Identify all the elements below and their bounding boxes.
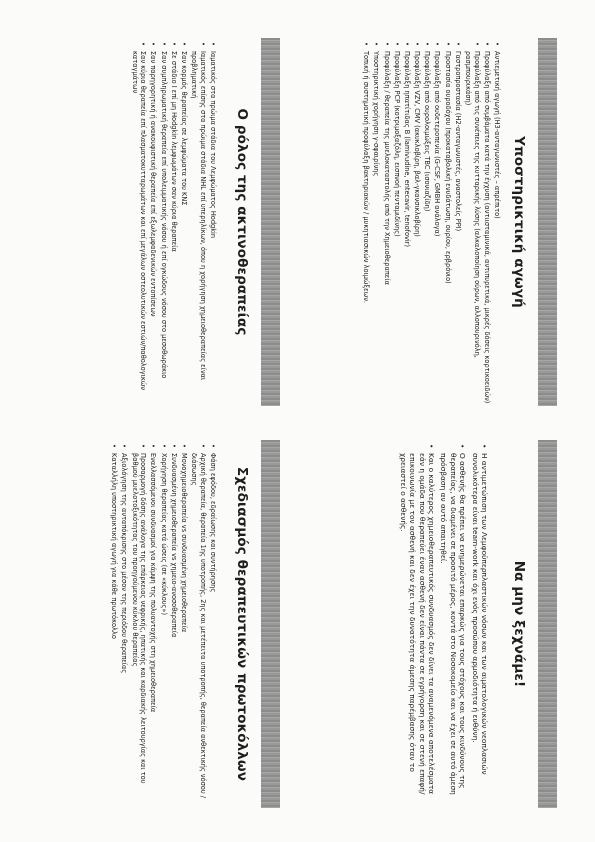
slide-title: Σχεδιασμός θεραπευτικών πρωτοκόλλων xyxy=(234,466,250,782)
slide-supportive-care xyxy=(303,30,569,414)
list-item: • Σε στάδιο I επί μη Hodgkin λεμφωμάτων σαν κύρια θεραπεία xyxy=(169,42,178,404)
list-item: • Η αντιμετώπιση των Λεμφοϋπερπλαστικών νόσων και των αιματολογικών νεοπλασιών συνολικότερα είναι team-work και όχι ενός προσώπου αρμοδιότητα ή ευθύνη. xyxy=(470,444,489,806)
list-item: • Καταλλήλη υποστηρικτική αγωγή για κάθε πρωτόκολλο xyxy=(110,444,119,806)
list-item: • Τοπική ή συστηματική προφύλαξη βακτηριακών / μυκητιασικών λοιμώξεων. xyxy=(362,42,371,404)
list-item: • Αντιεμετική αγωγή (Η3-ανταγωνιστές – απρέπιτο) xyxy=(492,42,501,404)
bullet-list xyxy=(395,444,489,806)
list-item: • Προσαρμογή δόσης ανάλογα της επάρκειας νεφρικής, ηπατικής και καρδιακής λειτουργίας και του βαθμού μυελοτοξικότητας του προηγούμενου κύκλου θεραπείας xyxy=(130,444,147,806)
list-item: • Υποστηρικτική χορήγηση γ-σφαιρίνης xyxy=(372,42,381,404)
slide-title: Υποστηρικτική αγωγή xyxy=(511,136,527,308)
list-item: • Προφύλαξη από συμβάματα κατά την έγχυση (αντιισταμινικά, αντιπυρετικά, μικρές δόσεις κορτικοειδών) xyxy=(482,42,491,404)
slide-header-bar xyxy=(538,38,557,406)
list-item: • Προφύλαξη από τις συνέπειες της κυτταρικής λύσης (αλκαλοποίηση ούρων, αλλοπουρινόλη, ρασμπουρικάση) xyxy=(463,42,480,404)
bullet-list xyxy=(108,444,217,806)
list-item: • Προστασία ουροδόχου (προκαταβολική ενυδάτωση, ουρίου, ερβρόνιο) xyxy=(443,42,452,404)
list-item: • Ο ασθενής θα πρέπει να ενημερώνεται επαρκώς για τους στόχους και τους κινδύνους της θεραπείας, να διαμένει σε προσιτό μέρος, κοντά στο Νοσοκομείο και να έχει σε αυτό άμεση πρόσβαση αν αυτό απαιτηθεί. xyxy=(439,444,467,806)
list-item: • Γαστροπροστασία (H2-ανταγωνιστές, αναστολείς PPI) xyxy=(453,42,462,404)
list-item: • Συνδυασμένη χημειοθεραπεία vs χημειο-ανοσοθεραπεία xyxy=(169,444,178,806)
list-item: • Ιαματικός στα πρώιμα στάδια του Λεμφώματος Hodgkin xyxy=(208,42,217,404)
list-item: • Χορήγηση θεραπείας κατά ώσεις (σε «κύκλους») xyxy=(159,444,168,806)
slide-header-bar xyxy=(261,440,280,808)
list-item: • Προφύλαξη ηπατίτιδας B (lamivudine, entecavir, tenofovir) xyxy=(402,42,411,404)
list-item: • Προφύλαξη από ουδετεροπενία (G-CSF, GMBH ανάλογα) xyxy=(433,42,442,404)
slide-protocol-design xyxy=(26,432,292,816)
slide-do-not-forget xyxy=(303,432,569,816)
list-item: • Εναλλασσόμενοι συνδυασμοί για κάμψη της πολυαντοχής στη χημειοθεραπεία xyxy=(149,444,158,806)
list-item: • Αξιολόγηση της ανταπόκρισης στο μέσον της περιόδου θεραπείας xyxy=(120,444,129,806)
list-item: • Προφύλαξη από ουρολοιμώξεις TBC (ισονιαζίδη) xyxy=(423,42,432,404)
list-item: • Προφύλαξη / θεραπεία της μυελοκαταστολής από την Χημειοθεραπεία xyxy=(382,42,391,404)
list-item: • Προφύλαξη PCP (κοτριμοξαζόλη, εισπνοή πενταμιδίνης) xyxy=(392,42,401,404)
list-item: • Σαν συμπληρωματική θεραπεία επί υπολειμματικής νόσου ή επί ογκώδους νόσου στο μεσοθωράκιο xyxy=(159,42,168,404)
list-item: • Αρχική θεραπεία, θεραπεία 1ης υποτροπής, 2ης και μετέπειτα υποτροπής, θεραπεία ανθεκτικής νόσου / διάσωσης xyxy=(190,444,207,806)
list-item: • Σαν παρηγορητική ή ανακουφιστική θεραπεία επί εξωλεμφαδενικών εντοπίσεων xyxy=(149,42,158,404)
list-item: • Προφύλαξη VZV, CMV (ακυκλοβίρη, βαλ-γκανσικλοβίρη) xyxy=(413,42,422,404)
list-item: • Σαν κύρια θεραπεία επί πλασματοκυτταρωμάτων και επί μεγάλων οστεολυτικών εστιών/παθολογικών καταγμάτων xyxy=(130,42,147,404)
list-item: • Σαν κορμός θεραπείας σε λεμφώματα του ΚΝΣ xyxy=(179,42,188,404)
slide-radiotherapy-role xyxy=(26,30,292,414)
list-item: • Και ο καλύτερος χημειοθεραπευτικός συνδυασμός δεν δίνει τα αναμενόμενα αποτελέσματα εάν η ομάδα που θεραπεύει έναν ασθενή δεν είναι πάντα σε εγρήγορση και σε στενή επαφή/επικοινωνία με τον ασθενή και δεν έχει την δυνατότητα άμεσης παρέμβασης όταν το χρειαστεί ο ασθενής. xyxy=(398,444,436,806)
bullet-list xyxy=(360,42,501,404)
slide-header-bar xyxy=(538,440,557,808)
slide-header-bar xyxy=(261,38,280,406)
list-item: • Μονοχημειοθεραπεία vs συνδυασμένη χημειοθεραπεία xyxy=(179,444,188,806)
list-item: • Ιαματικός επίσης στα πρώιμα στάδια NHL επί υπερηλίκων, όπου η χορήγηση χημειοθεραπείας είναι προβληματική xyxy=(190,42,207,404)
list-item: • Φάση εφόδου, εδραίωσης και συντήρησης xyxy=(208,444,217,806)
bullet-list xyxy=(129,42,218,404)
slide-title: Ο ρόλος της ακτινοθεραπείας xyxy=(234,108,250,336)
slide-title: Να μην ξεχνάμε! xyxy=(511,560,527,688)
